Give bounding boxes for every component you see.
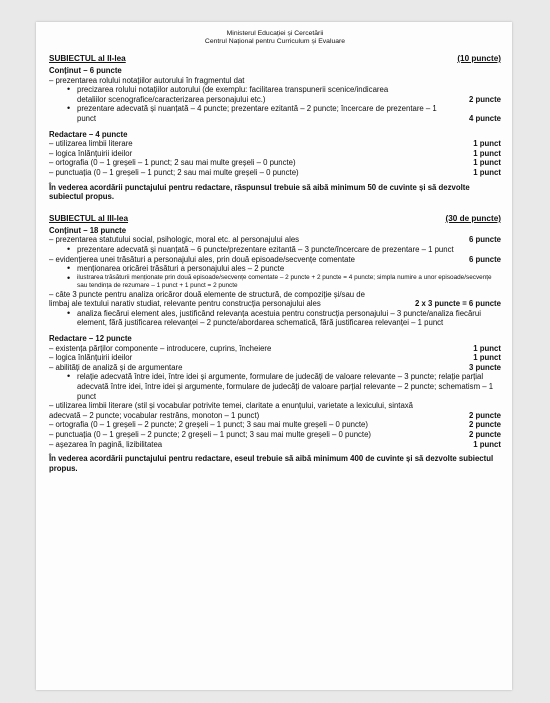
header-ministry: Ministerul Educației și Cercetării xyxy=(226,30,324,37)
s2-red-3 xyxy=(49,158,501,168)
s3-red-6 xyxy=(49,430,501,440)
s2-bullet-1 xyxy=(49,85,501,104)
s2-red-1-text: – utilizarea limbii literare xyxy=(49,139,133,149)
s3-red-5 xyxy=(49,420,501,430)
s2-bullet-1-text: • precizarea rolului notațiilor autorului (de exemplu: facilitarea transpunerii scenice/indicarea detaliilor scenografice/caracterizarea personajului etc.) xyxy=(77,85,389,104)
s2-red-4-text: – punctuația (0 – 1 greșeli – 1 punct; 2 sau mai multe greșeli – 0 puncte) xyxy=(49,167,299,177)
section-2-points: (10 puncte) xyxy=(457,54,501,63)
s2-bullet-2-text: • prezentare adecvată și nuanțată – 4 puncte; prezentare ezitantă – 2 puncte; încercare de prezentare – 1 punct xyxy=(77,104,437,123)
s3-red-6-text: – punctuația (0 – 1 greșeli – 2 puncte; 2 greșeli – 1 punct; 3 sau mai multe greșeli – 0 puncte) xyxy=(49,430,372,439)
section-3-points: (30 de puncte) xyxy=(445,213,501,223)
section-3-title-row xyxy=(49,214,501,224)
s3-red-7-text: – așezarea în pagină, lizibilitatea xyxy=(49,439,163,449)
s3-criterion-3-points: 2 x 3 puncte = 6 puncte xyxy=(414,299,501,309)
s2-redactare-heading: Redactare – 4 puncte xyxy=(49,129,128,139)
s3-red-3-text: – abilități de analiză și de argumentare xyxy=(49,362,183,372)
s3-criterion-3-text: – câte 3 puncte pentru analiza oricăror două elemente de structură, de compoziție și/sau de limbaj ale textului narativ studiat, relevante pentru construcția personajului ales xyxy=(49,289,365,309)
s3-red-7-points: 1 punct xyxy=(473,439,501,449)
s3-red-2-points: 1 punct xyxy=(473,353,501,363)
s3-criterion-2-bullet-2: • ilustrarea trăsăturii menționate prin două episoade/secvențe comentate – 2 puncte + 2 puncte = 4 puncte; simpla numire a unor episoade/secvențe sau tendința de rezumare – 1 punct + 1 punct = 2 puncte xyxy=(49,274,501,290)
s2-red-1-points: 1 punct xyxy=(473,139,501,149)
s3-red-4 xyxy=(49,401,501,420)
s3-red-1-text: – existența părților componente – introducere, cuprins, încheiere xyxy=(49,343,272,353)
s3-red-1-points: 1 punct xyxy=(473,343,501,353)
s3-red-2-text: – logica înlănțuirii ideilor xyxy=(49,353,133,363)
s3-red-5-text: – ortografia (0 – 1 greșeli – 2 puncte; 2 greșeli – 1 punct; 3 sau mai multe greșeli – 0 puncte) xyxy=(49,420,368,430)
s2-note: În vederea acordării punctajului pentru redactare, răspunsul trebuie să aibă minimum 50 de cuvinte și să dezvolte subiectul propus. xyxy=(49,182,470,202)
s3-red-3-bullet: • relație adecvată între idei, între idei și argumente, formulare de judecăți de valoare relevante – 3 puncte; relație parțial adecvată între idei, între idei și argumente, formulare de judecăți de valoare parțial relevante – 2 puncte; schematism – 1 punct xyxy=(49,372,501,401)
s2-red-3-points: 1 punct xyxy=(473,158,501,168)
s3-red-6-points: 2 puncte xyxy=(468,430,501,439)
s3-criterion-1-bullet: • prezentare adecvată și nuanțată – 6 puncte/prezentare ezitantă – 3 puncte/încercare de prezentare – 1 punct xyxy=(49,245,501,255)
page-content xyxy=(49,30,501,473)
s2-content-heading: Conținut – 6 puncte xyxy=(49,66,122,75)
s3-criterion-1 xyxy=(49,235,501,245)
s3-red-3-points: 3 puncte xyxy=(468,362,501,372)
s3-criterion-3-bullet: • analiza fiecărui element ales, justificând relevanța acestuia pentru construcția personajului – 3 puncte/analiza fiecărui element, fără justificarea relevanței – 2 puncte/abordarea schematică, fără justificarea relevanței – 1 punct xyxy=(49,309,501,328)
s2-red-1 xyxy=(49,139,501,149)
s3-red-2 xyxy=(49,353,501,363)
s3-criterion-2-points: 6 puncte xyxy=(468,254,501,264)
s3-criterion-2 xyxy=(49,255,501,265)
s3-red-1 xyxy=(49,344,501,354)
s2-criterion-1: – prezentarea rolului notațiilor autorului în fragmentul dat xyxy=(49,75,245,85)
section-2-title: SUBIECTUL al II-lea xyxy=(49,54,126,63)
s3-red-4-points: 2 puncte xyxy=(468,410,501,420)
s2-red-2 xyxy=(49,149,501,159)
s2-red-4 xyxy=(49,168,501,178)
s3-red-5-points: 2 puncte xyxy=(468,420,501,430)
s2-red-2-points: 1 punct xyxy=(473,148,501,158)
s3-redactare-heading: Redactare – 12 puncte xyxy=(49,334,132,344)
s3-red-3 xyxy=(49,363,501,373)
s3-content-heading: Conținut – 18 puncte xyxy=(49,225,127,235)
header-center: Centrul Național pentru Curriculum și Evaluare xyxy=(204,38,346,45)
s2-red-4-points: 1 punct xyxy=(473,167,501,177)
s2-red-2-text: – logica înlănțuirii ideilor xyxy=(49,148,133,158)
section-3-title: SUBIECTUL al III-lea xyxy=(49,213,129,223)
s2-bullet-2-points: 4 puncte xyxy=(468,113,501,123)
section-2-title-row xyxy=(49,54,501,64)
document-header xyxy=(49,30,501,46)
document-page xyxy=(36,22,512,690)
s3-note: În vederea acordării punctajului pentru redactare, eseul trebuie să aibă minimum 400 de cuvinte și să dezvolte subiectul propus. xyxy=(49,454,494,473)
s3-red-7 xyxy=(49,440,501,450)
s3-criterion-1-text: – prezentarea statutului social, psihologic, moral etc. al personajului ales xyxy=(49,235,300,245)
s3-red-4-text: – utilizarea limbii literare (stil și vocabular potrivite temei, claritate a enunțului, varietate a lexicului, sintaxă adecvată – 2 puncte; vocabular restrâns, monoton – 1 punct) xyxy=(49,401,414,420)
s3-criterion-2-text: – evidențierea unei trăsături a personajului ales, prin două episoade/secvențe comentate xyxy=(49,254,356,264)
s3-criterion-2-bullet-1: • menționarea oricărei trăsături a personajului ales – 2 puncte xyxy=(49,264,501,274)
s2-red-3-text: – ortografia (0 – 1 greșeli – 1 punct; 2 sau mai multe greșeli – 0 puncte) xyxy=(49,158,296,168)
s2-bullet-1-points: 2 puncte xyxy=(468,94,501,104)
s3-criterion-3 xyxy=(49,290,501,309)
s3-criterion-1-points: 6 puncte xyxy=(468,235,501,245)
s2-bullet-2 xyxy=(49,104,501,123)
